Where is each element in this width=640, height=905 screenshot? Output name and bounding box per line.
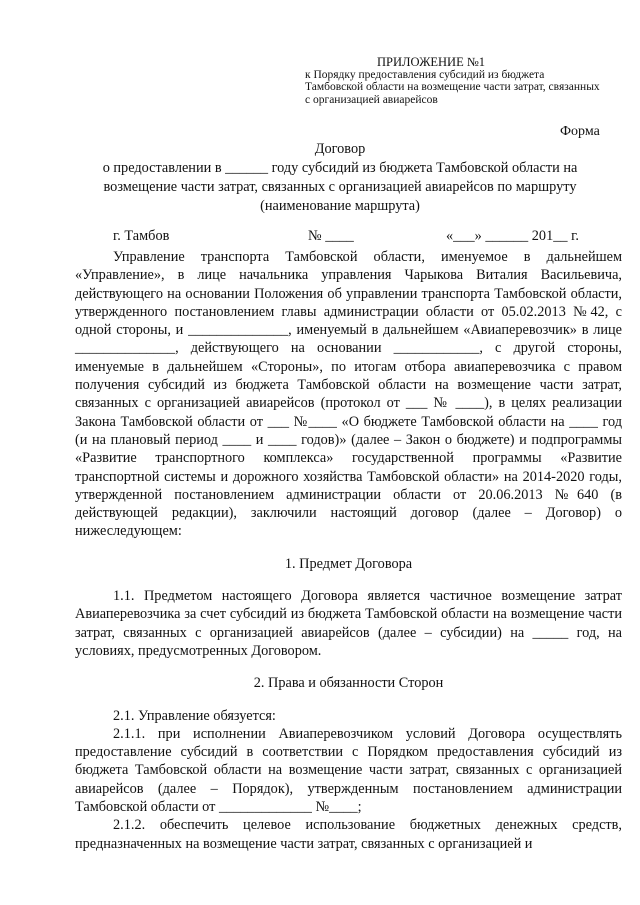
contract-date: «___» ______ 201__ г. bbox=[446, 228, 579, 244]
paragraph-1-1: 1.1. Предметом настоящего Договора является частичное возмещение затрат Авиаперевозчика за счет субсидий из бюджета Тамбовской области на возмещение части затрат, связанных с организацией авиарейсов (далее – субсидии) на _____ год, на условиях, предусмотренных Договором. bbox=[75, 588, 622, 659]
section-1-heading: 1. Предмет Договора bbox=[284, 555, 413, 572]
title-line-4: (наименование маршрута) bbox=[260, 198, 420, 214]
appendix-block bbox=[305, 56, 605, 106]
section-2-heading: 2. Права и обязанности Сторон bbox=[253, 675, 444, 692]
document-body bbox=[75, 248, 622, 853]
title-line-2: о предоставлении в ______ году субсидий из бюджета Тамбовской области на bbox=[102, 160, 578, 176]
appendix-text: к Порядку предоставления субсидий из бюджета Тамбовской области на возмещение части затрат, связанных с организацией авиарейсов bbox=[305, 68, 600, 106]
document-title bbox=[60, 140, 620, 216]
paragraph-2-1-2: 2.1.2. обеспечить целевое использование бюджетных денежных средств, предназначенных на возмещение части затрат, связанных с организацией и bbox=[75, 817, 622, 852]
title-line-1: Договор bbox=[314, 141, 366, 157]
city: г. Тамбов bbox=[113, 228, 170, 244]
title-line-3: возмещение части затрат, связанных с организацией авиарейсов по маршруту bbox=[103, 179, 577, 195]
paragraph-2-1-1: 2.1.1. при исполнении Авиаперевозчиком условий Договора осуществлять предоставление субсидий в соответствии с Порядком предоставления субсидий из бюджета Тамбовской области на возмещение части затрат, связанных с организацией авиарейсов (далее – Порядок), утвержденным постановлением администрации Тамбовской области от _____________ №____; bbox=[75, 725, 622, 816]
paragraph-2-1: 2.1. Управление обязуется: bbox=[113, 707, 276, 724]
form-label: Форма bbox=[560, 124, 600, 139]
contract-number: № ____ bbox=[308, 228, 354, 244]
intro-paragraph: Управление транспорта Тамбовской области, именуемое в дальнейшем «Управление», в лице начальника управления Чарыкова Виталия Васильевича, действующего на основании Положения об управлении транспорта Тамбовской области, утвержденного постановлением главы администрации области от 05.02.2013 №42, с одной стороны, и ______________, именуемый в дальнейшем «Авиаперевозчик» в лице ______________, действующего на основании ____________, с другой стороны, именуемые в дальнейшем «Стороны», по итогам отбора авиаперевозчика с правом получения субсидий из бюджета Тамбовской области на возмещение части затрат, связанных с организацией авиарейсов (протокол от ___ № ____), в целях реализации Закона Тамбовской области от ___ №____ «О бюджете Тамбовской области на ____ год (и на плановый период ____ и ____ годов)» (далее – Закон о бюджете) и подпрограммы «Развитие транспортного комплекса» государственной программы «Развитие транспортной системы и дорожного хозяйства Тамбовской области» на 2014-2020 годы, утвержденной постановлением администрации области от 20.06.2013 №640 (в действующей редакции), заключили настоящий договор (далее – Договор) о нижеследующем: bbox=[75, 249, 622, 540]
appendix-title: ПРИЛОЖЕНИЕ №1 bbox=[377, 55, 486, 69]
